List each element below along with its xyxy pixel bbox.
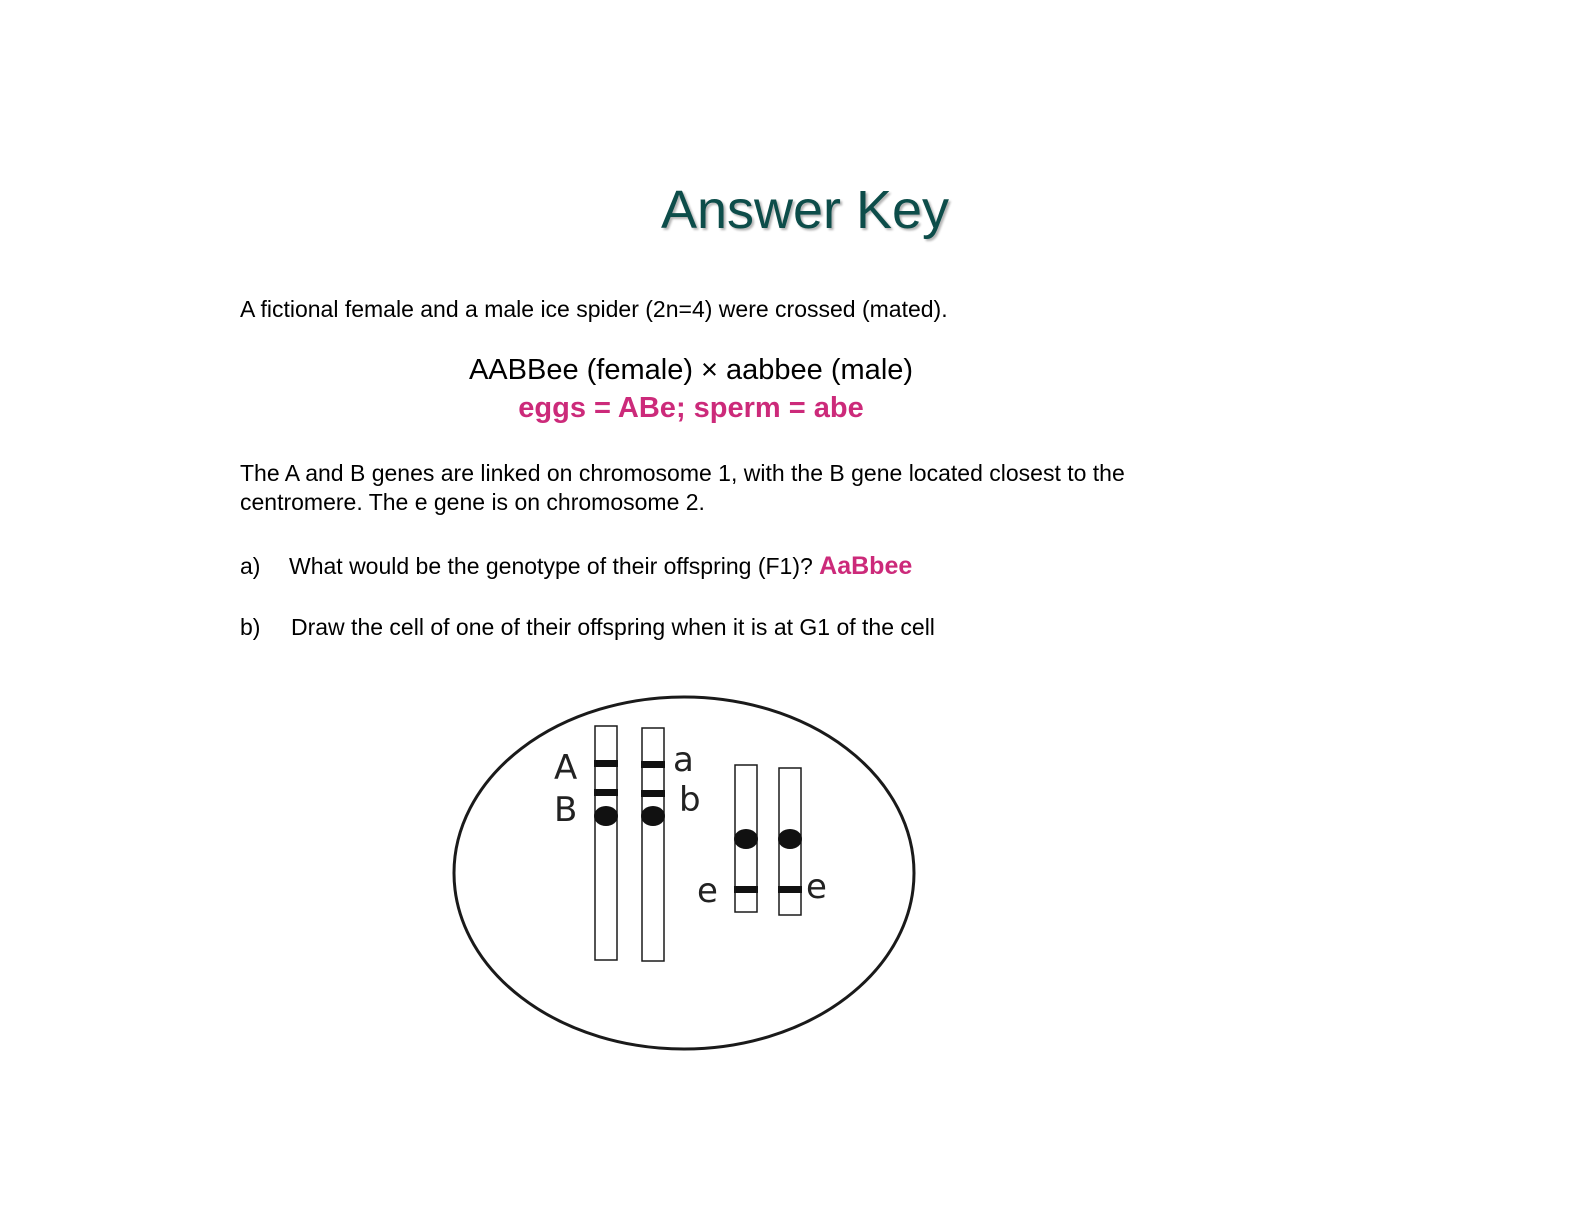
label-e-left: e: [697, 871, 718, 911]
question-b: [240, 612, 935, 642]
question-a: [240, 551, 912, 581]
label-A: A: [554, 748, 578, 788]
cross-genotypes: AABBee (female) × aabbee (male): [468, 354, 914, 386]
gene-band-b: [641, 790, 665, 797]
centromere-2-left: [734, 829, 758, 849]
centromere-1-left: [594, 806, 618, 826]
gene-band-e-left: [734, 886, 758, 893]
gene-band-a: [641, 761, 665, 768]
slide-title: Answer Key: [660, 180, 950, 240]
question-b-text: Draw the cell of one of their offspring when it is at G1 of the cell: [291, 614, 935, 640]
label-a: a: [673, 740, 694, 780]
label-e-right: e: [806, 867, 827, 907]
label-B: B: [554, 790, 578, 830]
centromere-1-right: [641, 806, 665, 826]
linkage-text: The A and B genes are linked on chromosome 1, with the B gene located closest to the centromere. The e gene is on chromosome 2.: [240, 460, 1125, 515]
gene-band-e-right: [778, 886, 802, 893]
label-b: b: [679, 780, 701, 820]
gene-band-A: [594, 760, 618, 767]
question-a-text: What would be the genotype of their offspring (F1)?: [289, 553, 813, 579]
gametes-answer: eggs = ABe; sperm = abe: [518, 392, 864, 424]
question-b-letter: b): [240, 614, 261, 640]
cell-diagram: [440, 685, 930, 1065]
question-a-answer: AaBbee: [819, 552, 913, 580]
centromere-2-right: [778, 829, 802, 849]
gene-band-B: [594, 789, 618, 796]
intro-text: A fictional female and a male ice spider (2n=4) were crossed (mated).: [240, 296, 948, 322]
question-a-letter: a): [240, 553, 261, 579]
